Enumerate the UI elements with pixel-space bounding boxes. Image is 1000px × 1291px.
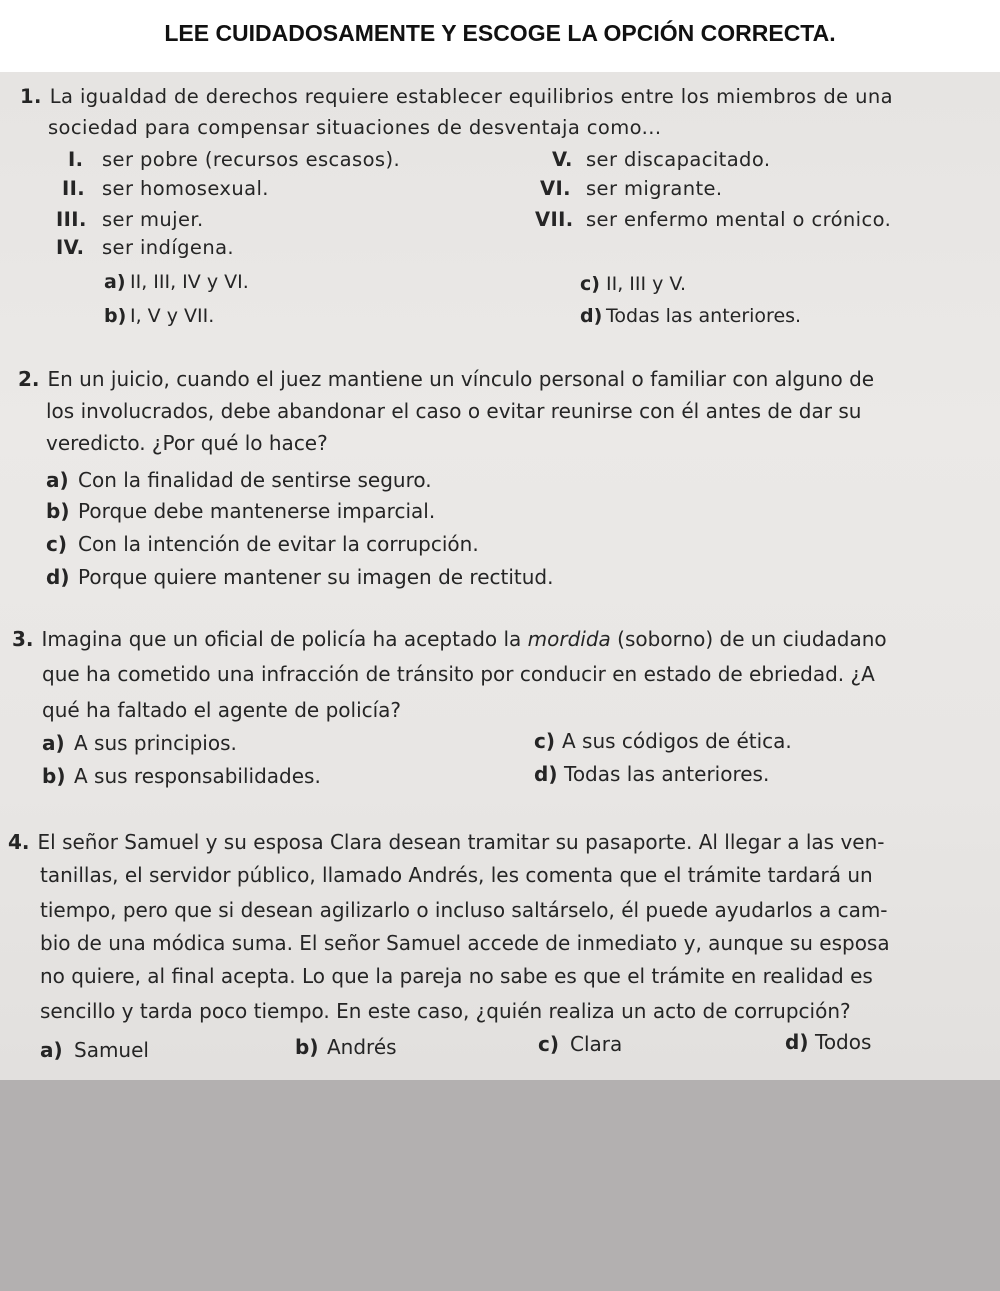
- q4-option-a[interactable]: a) Samuel: [40, 1038, 149, 1062]
- question-4-line-3: tiempo, pero que si desean agilizarlo o incluso saltárselo, él puede ayudarlos a cam-: [40, 898, 888, 922]
- question-1-number: 1.: [20, 85, 42, 108]
- q4-option-d[interactable]: d) Todos: [785, 1030, 872, 1054]
- q1-item-1: I. ser pobre (recursos escasos).: [68, 148, 401, 171]
- q3-option-c[interactable]: c) A sus códigos de ética.: [534, 729, 792, 753]
- q4-option-b[interactable]: b) Andrés: [295, 1035, 397, 1059]
- question-3-line-3: qué ha faltado el agente de policía?: [42, 698, 402, 722]
- q1-item-3: III. ser mujer.: [56, 208, 204, 231]
- question-4-line-2: tanillas, el servidor público, llamado Andrés, les comenta que el trámite tardará un: [40, 863, 873, 887]
- q2-option-a[interactable]: a) Con la finalidad de sentirse seguro.: [46, 468, 432, 492]
- question-4-number: 4.: [8, 830, 30, 854]
- q3-option-a[interactable]: a) A sus principios.: [42, 731, 237, 755]
- photographed-page: [0, 72, 1000, 1080]
- q1-option-c[interactable]: c) II, III y V.: [580, 273, 687, 295]
- question-3-number: 3.: [12, 627, 34, 651]
- q3-option-b[interactable]: b) A sus responsabilidades.: [42, 764, 321, 788]
- page-title: LEE CUIDADOSAMENTE Y ESCOGE LA OPCIÓN CORRECTA.: [164, 20, 836, 46]
- question-2-line-2: los involucrados, debe abandonar el caso o evitar reunirse con él antes de dar su: [46, 399, 862, 423]
- q3-option-d[interactable]: d) Todas las anteriores.: [534, 762, 770, 786]
- q4-option-c[interactable]: c) Clara: [538, 1032, 623, 1056]
- question-2-number: 2.: [18, 367, 40, 391]
- q1-option-a[interactable]: a) II, III, IV y VI.: [104, 271, 249, 293]
- question-4-line-5: no quiere, al final acepta. Lo que la pareja no sabe es que el trámite en realidad es: [40, 964, 873, 988]
- q2-option-b[interactable]: b) Porque debe mantenerse imparcial.: [46, 499, 436, 523]
- q1-item-2: II. ser homosexual.: [62, 177, 269, 200]
- worksheet-header: [0, 0, 1000, 72]
- question-2-line-3: veredicto. ¿Por qué lo hace?: [46, 431, 328, 455]
- question-1-line-2: sociedad para compensar situaciones de desventaja como...: [48, 116, 662, 139]
- question-4-line-4: bio de una módica suma. El señor Samuel accede de inmediato y, aunque su esposa: [40, 931, 890, 955]
- question-4-line-6: sencillo y tarda poco tiempo. En este caso, ¿quién realiza un acto de corrupción?: [40, 999, 851, 1023]
- q1-item-7: VII. ser enfermo mental o crónico.: [535, 208, 892, 231]
- q2-option-c[interactable]: c) Con la intención de evitar la corrupción.: [46, 532, 479, 556]
- blank-background: [0, 1080, 1000, 1291]
- question-4-line-1: 4. El señor Samuel y su esposa Clara desean tramitar su pasaporte. Al llegar a las ven-: [8, 830, 885, 854]
- question-2-line-1: 2. En un juicio, cuando el juez mantiene un vínculo personal o familiar con alguno de: [18, 367, 875, 391]
- q2-option-d[interactable]: d) Porque quiere mantener su imagen de rectitud.: [46, 565, 554, 589]
- q1-option-d[interactable]: d) Todas las anteriores.: [580, 305, 802, 327]
- question-3-line-1: 3. Imagina que un oficial de policía ha aceptado la mordida (soborno) de un ciudadano: [12, 627, 887, 651]
- q1-item-4: IV. ser indígena.: [56, 236, 235, 259]
- q1-option-b[interactable]: b) I, V y VII.: [104, 305, 215, 327]
- question-1-line-1: 1. La igualdad de derechos requiere establecer equilibrios entre los miembros de una: [20, 85, 894, 108]
- q1-item-6: VI. ser migrante.: [540, 177, 723, 200]
- question-3-line-2: que ha cometido una infracción de tránsito por conducir en estado de ebriedad. ¿A: [42, 662, 875, 686]
- q1-item-5: V. ser discapacitado.: [552, 148, 771, 171]
